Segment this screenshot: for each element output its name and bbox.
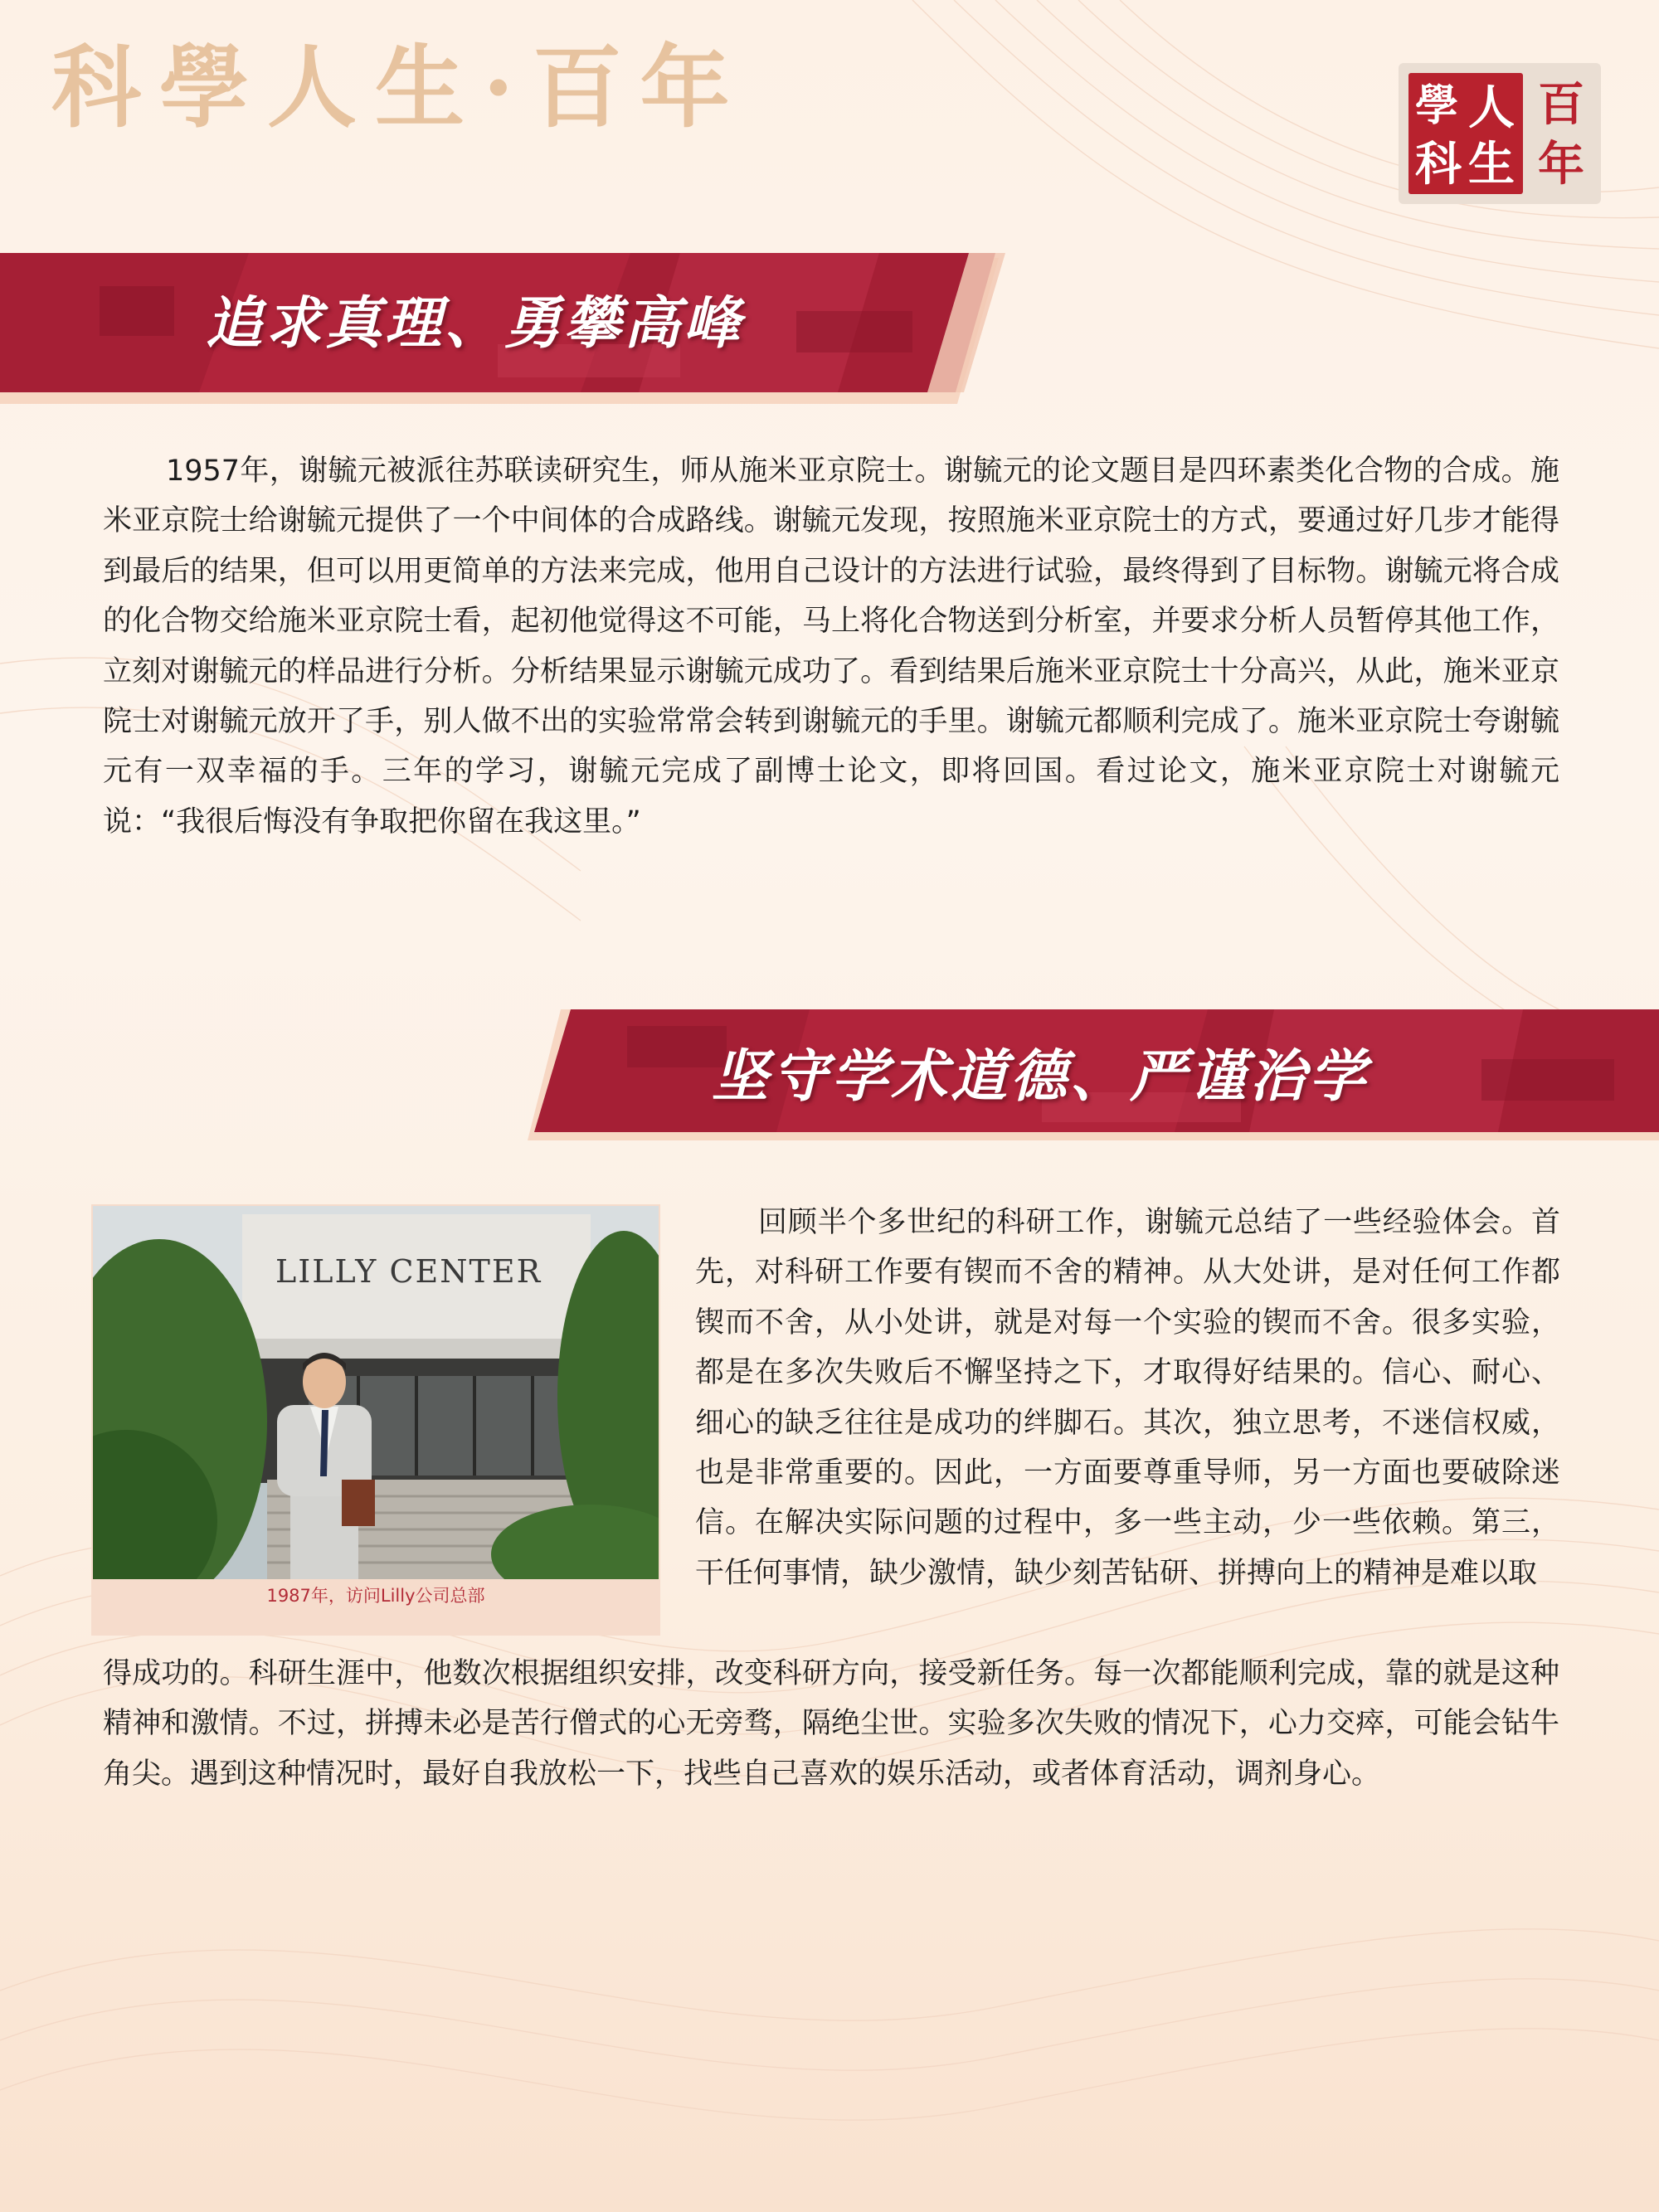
page-title: 科學人生·百年 xyxy=(51,36,748,140)
photo-sign-text: LILLY CENTER xyxy=(275,1253,542,1290)
photo-caption: 1987年，访问Lilly公司总部 xyxy=(266,1586,485,1606)
seal-char: 生 xyxy=(1468,137,1515,192)
seal-char: 學 xyxy=(1415,80,1459,131)
seal-char: 科 xyxy=(1415,137,1462,192)
section-banner xyxy=(528,1009,1659,1152)
section1-heading: 追求真理、勇攀高峰 xyxy=(206,291,744,357)
seal-char: 人 xyxy=(1468,80,1515,135)
section2-heading: 坚守学术道德、严谨治学 xyxy=(712,1044,1370,1110)
photo-lilly-center xyxy=(93,1206,659,1579)
section2-paragraph-full: 得成功的。科研生涯中，他数次根据组织安排，改变科研方向，接受新任务。每一次都能顺利完成，靠的就是这种精神和激情。不过，拼搏未必是苦行僧式的心无旁骛，隔绝尘世。实验多次失败的情况下，心力交瘁，可能会钻牛角尖。遇到这种情况时，最好自我放松一下，找些自己喜欢的娱乐活动，或者体育活动，调剂身心。 xyxy=(103,1657,1559,1791)
seal-char: 百 xyxy=(1538,77,1584,132)
section1-paragraph: 1957年，谢毓元被派往苏联读研究生，师从施米亚京院士。谢毓元的论文题目是四环素类化合物的合成。施米亚京院士给谢毓元提供了一个中间体的合成路线。谢毓元发现，按照施米亚京院士的方式，要通过好几步才能得到最后的结果，但可以用更简单的方法来完成，他用自己设计的方法进行试验，最终得到了目标物。谢毓元将合成的化合物交给施米亚京院士看，起初他觉得这不可能，马上将化合物送到分析室，并要求分析人员暂停其他工作，立刻对谢毓元的样品进行分析。分析结果显示谢毓元成功了。看到结果后施米亚京院士十分高兴，从此，施米亚京院士对谢毓元放开了手，别人做不出的实验常常会转到谢毓元的手里。谢毓元都顺利完成了。施米亚京院士夸谢毓元有一双幸福的手。三年的学习，谢毓元完成了副博士论文，即将回国。看过论文，施米亚京院士对谢毓元说：“我很后悔没有争取把你留在我这里。” xyxy=(103,455,1559,839)
photo-frame xyxy=(91,1204,660,1636)
section-banner xyxy=(0,253,1029,409)
seal-logo xyxy=(1399,63,1601,204)
section2-paragraph-right: 回顾半个多世纪的科研工作，谢毓元总结了一些经验体会。首先，对科研工作要有锲而不舍的精神。从大处讲，是对任何工作都锲而不舍，从小处讲，就是对每一个实验的锲而不舍。很多实验，都是在多次失败后不懈坚持之下，才取得好结果的。信心、耐心、细心的缺乏往往是成功的绊脚石。其次，独立思考，不迷信权威，也是非常重要的。因此，一方面要尊重导师，另一方面也要破除迷信。在解决实际问题的过程中，多一些主动，少一些依赖。第三，干任何事情，缺少激情，缺少刻苦钻研、拼搏向上的精神是难以取 xyxy=(695,1206,1560,1590)
seal-char: 年 xyxy=(1538,137,1584,192)
